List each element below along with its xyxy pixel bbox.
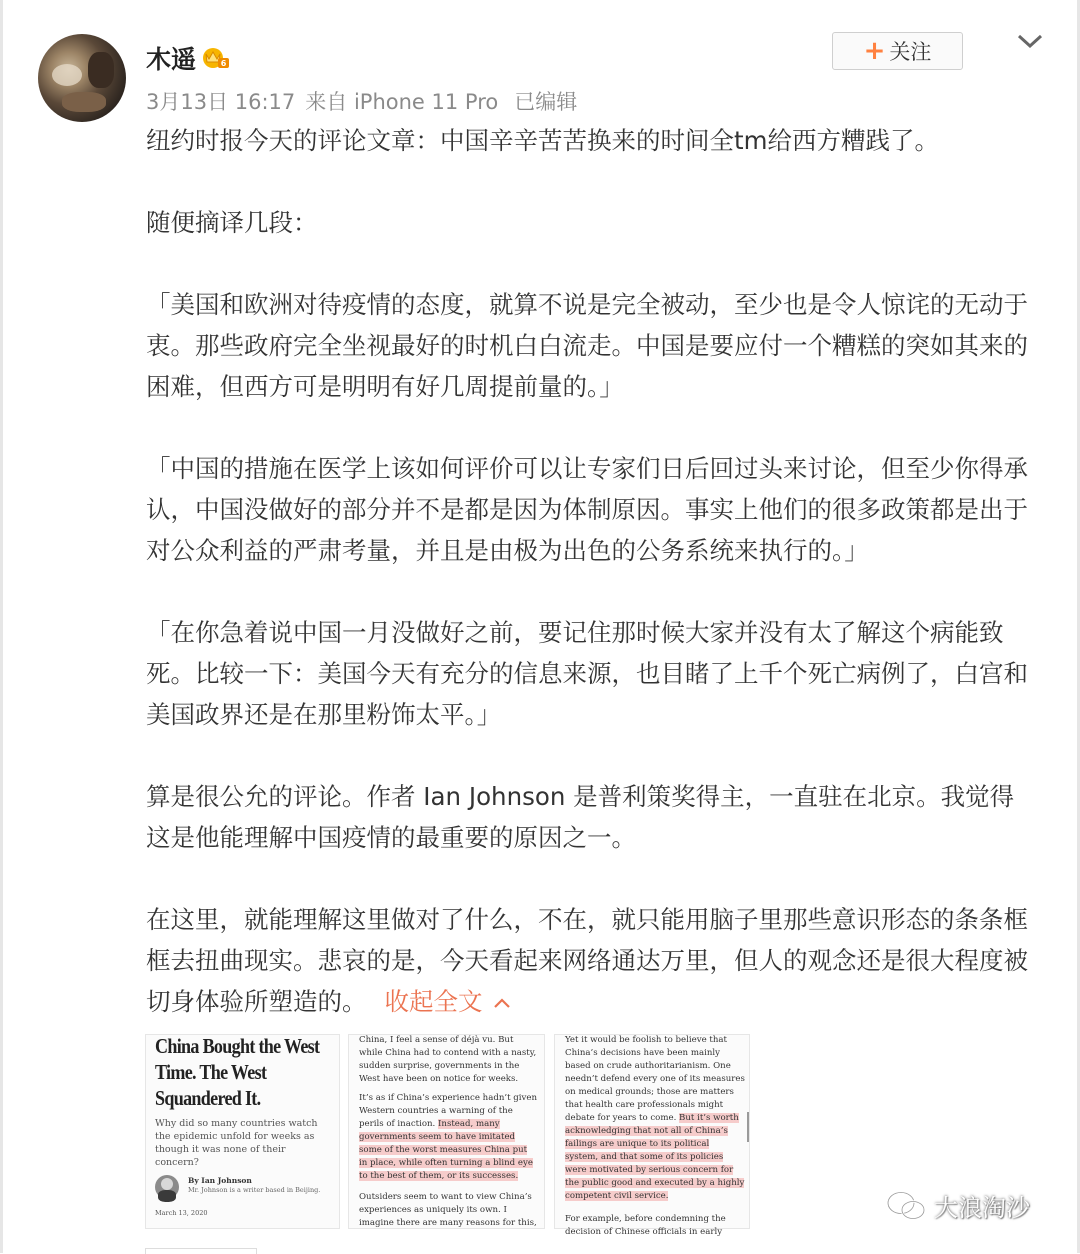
next-item-edge	[145, 1248, 257, 1254]
article-text	[565, 1034, 745, 1203]
wechat-icon	[886, 1190, 926, 1222]
vip-crown-icon	[200, 45, 230, 69]
post-paragraph: 纽约时报今天的评论文章：中国辛辛苦苦换来的时间全tm给西方糟践了。	[146, 126, 939, 155]
post-time[interactable]: 3月13日 16:17	[146, 90, 296, 114]
post-paragraph: 随便摘译几段：	[146, 208, 318, 237]
post-paragraph: 「中国的措施在医学上该如何评价可以让专家们日后回过头来讨论，但至少你得承认，中国没做好的部分并不是都是因为体制原因。事实上他们的很多政策都是出于对公众利益的严肃考量，并且是由极为出色的公务系统来执行的。」	[146, 454, 1028, 565]
post-paragraph: 「在你急着说中国一月没做好之前，要记住那时候大家并没有太了解这个病能致死。比较一下：美国今天有充分的信息来源，也目睹了上千个死亡病例了，白宫和美国政界还是在那里粉饰太平。」	[146, 618, 1028, 729]
post-paragraph: 算是很公允的评论。作者 Ian Johnson 是普利策奖得主，一直驻在北京。我觉得这是他能理解中国疫情的最重要的原因之一。	[146, 782, 1015, 852]
svg-text:6: 6	[220, 59, 227, 68]
article-headline: China Bought the West Time. The West Squandered It.	[155, 1034, 320, 1110]
post-source: 来自 iPhone 11 Pro	[305, 90, 499, 114]
watermark-text: 大浪淘沙	[934, 1194, 1030, 1222]
article-byline: By Ian Johnson	[188, 1176, 252, 1185]
plus-icon: +	[863, 36, 886, 66]
follow-label: 关注	[889, 40, 932, 64]
article-text: Outsiders seem to want to view China’s experiences as uniquely its own. I imagine there are many reasons for this,	[359, 1192, 537, 1228]
post-meta	[146, 86, 587, 116]
article-text: For example, before condemning the decision of Chinese officials in early	[565, 1214, 726, 1237]
post-paragraph-text: 在这里，就能理解这里做对了什么，不在，就只能用脑子里那些意识形态的条条框框去扭曲现实。悲哀的是，今天看起来网络通达万里，但人的观念还是很大程度被切身体验所塑造的。	[146, 905, 1028, 1016]
image-scrollbar	[747, 1112, 749, 1142]
watermark	[886, 1188, 1030, 1223]
avatar[interactable]	[38, 34, 126, 122]
post-paragraph: 「美国和欧洲对待疫情的态度，就算不说是完全被动，至少也是令人惊诧的无动于衷。那些政府完全坐视最好的时机白白流走。中国是要应付一个糟糕的突如其来的困难，但西方可是明明有好几周提前量的。」	[146, 290, 1028, 401]
image-thumbnail-2[interactable]	[348, 1034, 545, 1229]
article-text: China, I feel a sense of déjà vu. But while China had to contend with a nasty, sudden surprise, governments in the West have been on notice for weeks.	[359, 1035, 537, 1084]
image-thumbnail-1[interactable]	[145, 1034, 340, 1229]
follow-button[interactable]	[832, 32, 963, 70]
article-text-plain: It’s as if China’s experience hadn’t given Western countries a warning of the perils of inaction.	[359, 1093, 538, 1129]
author-photo	[155, 1175, 179, 1199]
chevron-down-icon[interactable]	[1015, 30, 1045, 52]
image-thumbnail-3[interactable]	[554, 1034, 750, 1237]
article-author-bio: Mr. Johnson is a writer based in Beijing.	[188, 1186, 321, 1194]
article-text	[359, 1092, 537, 1183]
highlighted-text: But it’s worth acknowledging that not all of China’s failings are unique to its political system, and that some of its policies were motivated by serious concern for the public good and executed by a highly competent civil service.	[565, 1113, 745, 1201]
author-name[interactable]: 木遥	[146, 45, 197, 74]
highlighted-text: Instead, many governments seem to have imitated some of the worst measures China put in place, while often turning a blind eye to the best of them, or its successes.	[359, 1119, 533, 1181]
edited-label[interactable]: 已编辑	[514, 90, 578, 114]
left-border	[0, 0, 3, 1253]
article-deck: Why did so many countries watch the epidemic unfold for weeks as though it was none of their concern?	[155, 1118, 318, 1168]
collapse-button[interactable]	[385, 987, 511, 1016]
chevron-up-icon	[493, 997, 511, 1009]
collapse-label: 收起全文	[384, 987, 483, 1016]
post-paragraph-last	[146, 899, 1030, 1022]
article-text-plain: Yet it would be foolish to believe that China’s decisions have been mainly based on crude authoritarianism. One needn’t defend every one of its measures on medical grounds; those are matters that health care professionals might debate for years to come.	[565, 1035, 745, 1123]
article-date: March 13, 2020	[155, 1209, 208, 1217]
